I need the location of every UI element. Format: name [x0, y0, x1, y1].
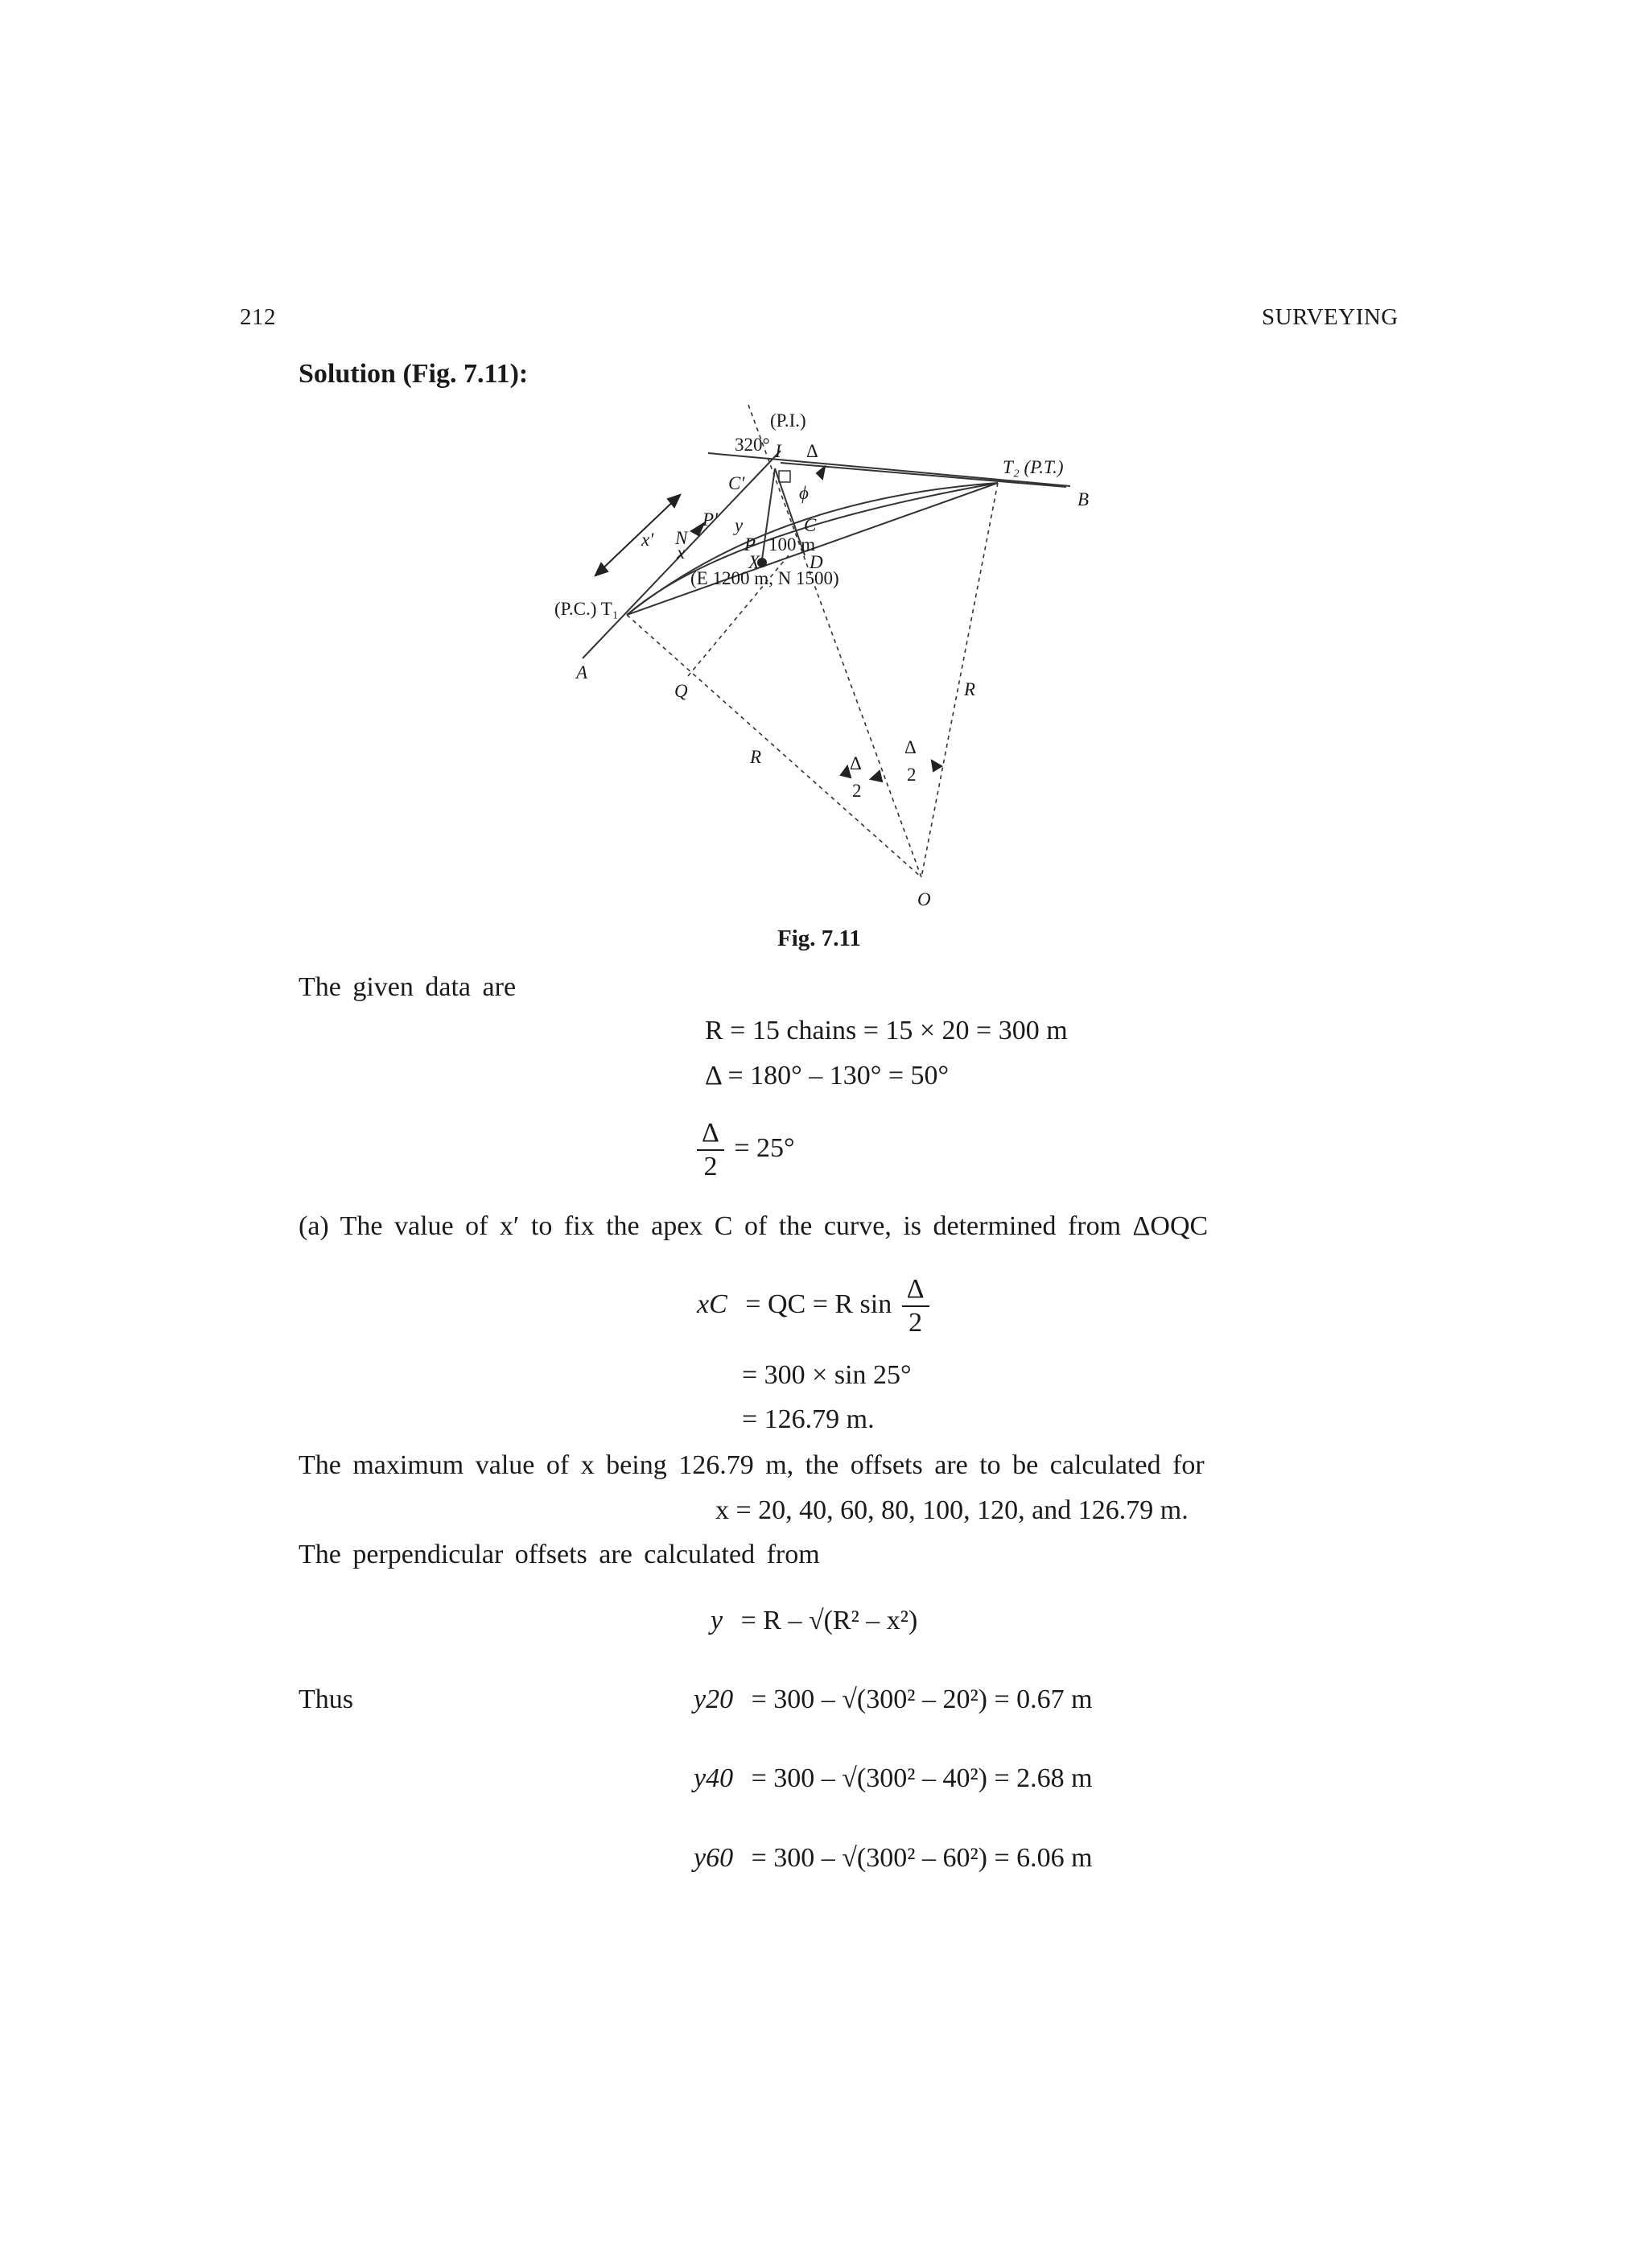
eq-xc-line3: = 126.79 m.: [742, 1404, 875, 1434]
label-b: B: [1077, 489, 1090, 509]
offset-y60: y60 = 300 – √(300² – 60²) = 6.06 m: [694, 1843, 1093, 1873]
half-delta-fraction: $\frac{\Delta}{2}$: [697, 1119, 724, 1182]
label-half-delta-num-right: Δ: [904, 737, 917, 757]
label-r-left: R: [750, 747, 762, 767]
label-i: I: [775, 441, 781, 461]
label-c: C: [804, 515, 817, 535]
max-value-text: The maximum value of x being 126.79 m, the offsets are to be calculated for: [299, 1450, 1205, 1480]
label-angle-320: 320°: [735, 435, 770, 455]
label-delta: Δ: [806, 441, 818, 461]
label-r-right: R: [964, 679, 976, 699]
label-a: A: [576, 662, 588, 682]
eq-xc: xC = QC = R sin $\frac{\Delta}{2}$: [697, 1275, 933, 1338]
label-x: x: [677, 542, 686, 563]
eq-radius: R = 15 chains = 15 × 20 = 300 m: [705, 1016, 1068, 1045]
label-half-delta-den-left: 2: [852, 781, 862, 801]
eq-xc-line2: = 300 × sin 25°: [742, 1360, 912, 1390]
label-phi: ϕ: [799, 483, 809, 503]
page-number: 212: [240, 304, 276, 330]
figure-caption: Fig. 7.11: [777, 926, 861, 951]
xc-fraction: $\frac{\Delta}{2}$: [902, 1275, 929, 1338]
label-o: O: [917, 889, 931, 909]
label-half-delta-den-right: 2: [907, 765, 917, 785]
solution-heading: Solution (Fig. 7.11):: [299, 359, 529, 389]
label-pi: (P.I.): [770, 410, 806, 431]
perpendicular-text: The perpendicular offsets are calculated from: [299, 1540, 820, 1569]
label-pc-t1: (P.C.) T₁: [554, 599, 619, 619]
label-d: D: [810, 552, 823, 572]
label-n: N: [675, 528, 688, 548]
label-half-delta-num-left: Δ: [850, 753, 862, 773]
label-coords: (E 1200 m, N 1500): [690, 568, 839, 588]
eq-delta: Δ = 180° – 130° = 50°: [705, 1061, 950, 1091]
label-x-point: X: [748, 552, 760, 572]
label-q: Q: [674, 681, 688, 701]
given-intro: The given data are: [299, 972, 517, 1002]
label-x-prime: x′: [641, 530, 654, 550]
figure-7-11: [0, 0, 1648, 950]
label-p-prime: P′: [702, 509, 719, 530]
label-p: P: [744, 534, 756, 555]
label-t2-pt: T₂ (P.T.): [1003, 457, 1064, 477]
offset-formula: y = R – √(R² – x²): [711, 1606, 918, 1635]
running-title: SURVEYING: [1262, 304, 1399, 330]
label-100m: 100 m: [768, 534, 816, 555]
label-c-prime: C′: [728, 473, 745, 493]
part-a-text: (a) The value of x′ to fix the apex C of the curve, is determined from ΔOQC: [299, 1211, 1209, 1241]
label-y: y: [735, 515, 744, 535]
offset-y20: y20 = 300 – √(300² – 20²) = 0.67 m: [694, 1685, 1093, 1714]
eq-half-delta: $\frac{\Delta}{2}$ = 25°: [694, 1119, 795, 1182]
x-values: x = 20, 40, 60, 80, 100, 120, and 126.79 m.: [715, 1495, 1189, 1525]
thus-label: Thus: [299, 1685, 353, 1714]
offset-y40: y40 = 300 – √(300² – 40²) = 2.68 m: [694, 1763, 1093, 1793]
